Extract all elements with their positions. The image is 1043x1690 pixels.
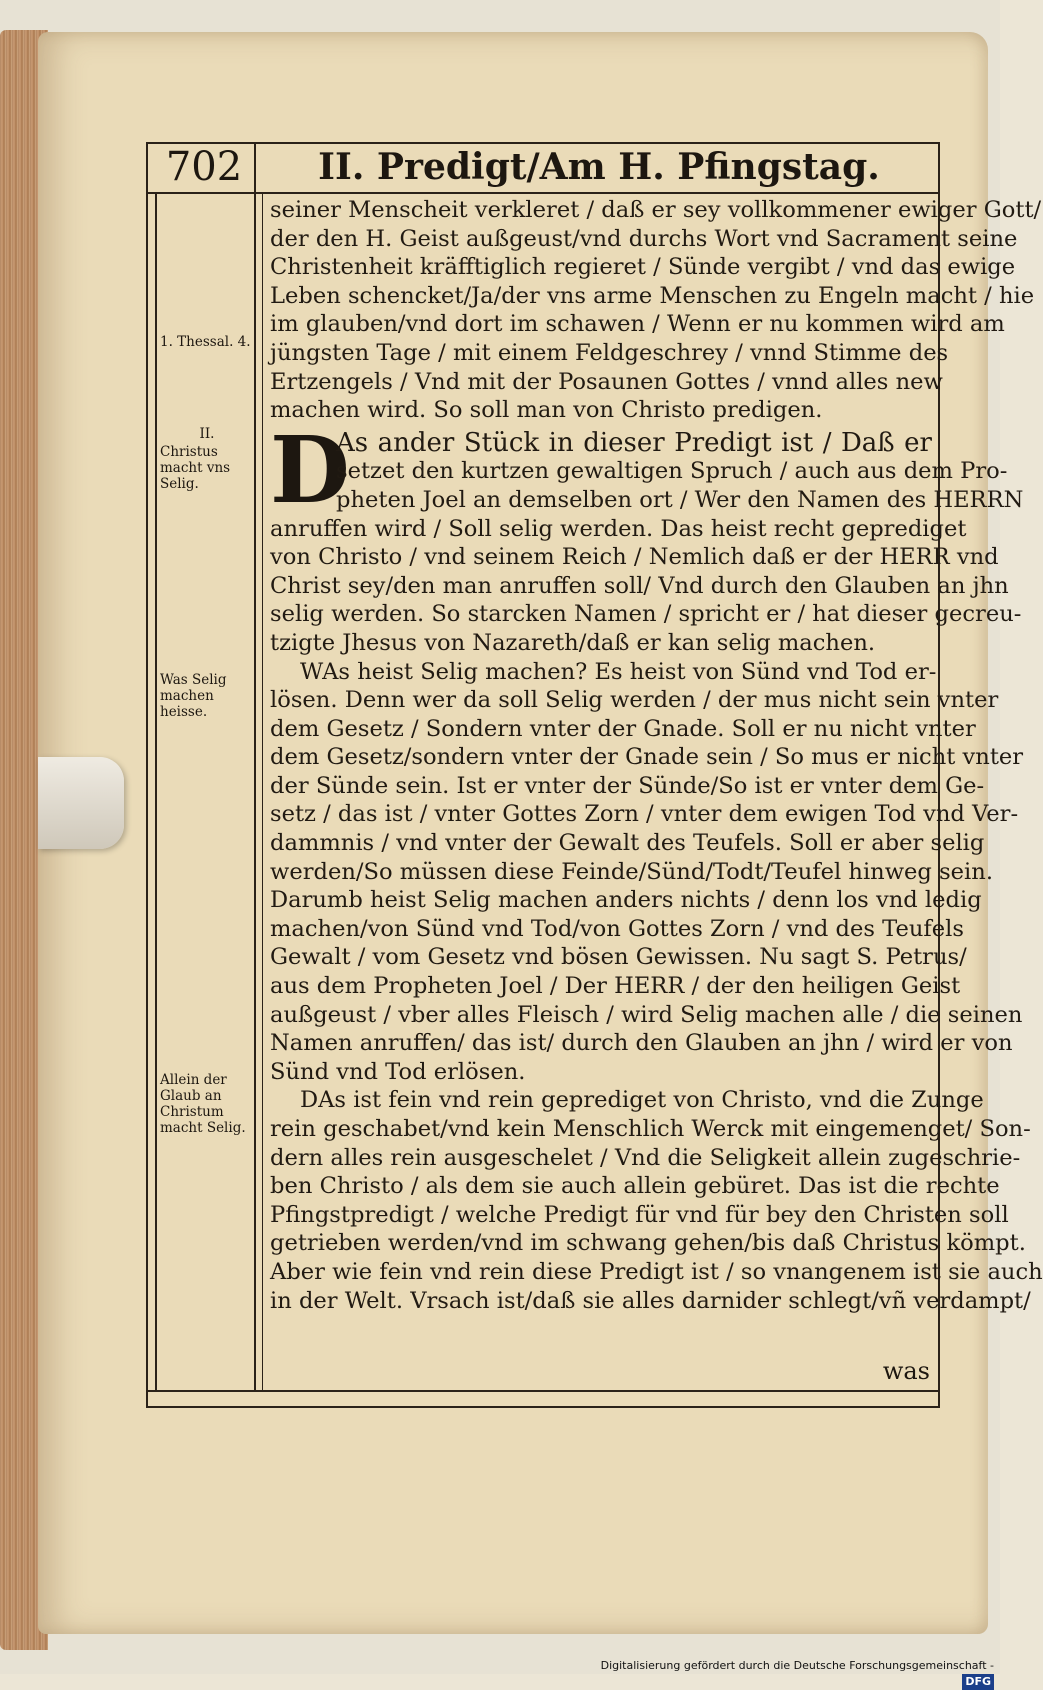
- margin-note-numeral: II.: [199, 426, 215, 442]
- footer-text: Digitalisierung gefördert durch die Deutsche Forschungsgemeinschaft -: [600, 1659, 994, 1672]
- paragraph-2: [270, 415, 1024, 658]
- text-line: der Sünde sein. Ist er vnter der Sünde/So ist er vnter dem Ge-: [270, 772, 985, 799]
- text-line: von Christo / vnd seinem Reich / Nemlich daß er der HERR vnd: [270, 544, 999, 571]
- text-line: werden/So müssen diese Feinde/Sünd/Todt/Teufel hinweg sein.: [270, 858, 993, 885]
- bottom-rule: [146, 1390, 938, 1392]
- text-line: Namen anruffen/ das ist/ durch den Glauben an jhn / wird er von: [270, 1030, 1013, 1057]
- text-line: Christenheit kräfftiglich regieret / Sünde vergibt / vnd das ewige: [270, 254, 1016, 281]
- margin-note-selig-machen: Was Selig machen heisse.: [160, 672, 227, 720]
- catchword: was: [882, 1357, 930, 1385]
- margin-rule-left: [155, 192, 157, 1392]
- paragraph-4-cont: [270, 1115, 1043, 1315]
- text-line: lösen. Denn wer da soll Selig werden / der mus nicht sein vnter: [270, 687, 999, 714]
- text-line: machen/von Sünd vnd Tod/von Gottes Zorn / vnd des Teufels: [270, 915, 964, 942]
- text-line: außgeust / vber alles Fleisch / wird Selig machen alle / die seinen: [270, 1001, 1023, 1028]
- text-line: im glauben/vnd dort im schawen / Wenn er nu kommen wird am: [270, 311, 1005, 338]
- text-line: jüngsten Tage / mit einem Feldgeschrey / vnnd Stimme des: [270, 339, 949, 366]
- text-line: Sünd vnd Tod erlösen.: [270, 1058, 526, 1085]
- text-line: rein geschabet/vnd kein Menschlich Werck mit eingemenget/ Son-: [270, 1116, 1031, 1142]
- text-line: Darumb heist Selig machen anders nichts / denn los vnd ledig: [270, 887, 982, 914]
- margin-note-glaub: Allein der Glaub an Christum macht Selig.: [160, 1072, 246, 1136]
- paragraph-3: [270, 658, 937, 687]
- text-line: dern alles rein ausgeschelet / Vnd die Seligkeit allein zugeschrie-: [270, 1144, 1021, 1171]
- page-clip: [38, 757, 124, 849]
- text-line: dammnis / vnd vnter der Gewalt des Teufels. Soll er aber selig: [270, 830, 985, 857]
- text-line: Aber wie fein vnd rein diese Predigt ist / so vnangenem ist sie auch: [270, 1258, 1043, 1285]
- text-line: der den H. Geist außgeust/vnd durchs Wort vnd Sacrament seine: [270, 225, 1018, 252]
- text-line: seiner Menscheit verkleret / daß er sey vollkommener ewiger Gott/: [270, 197, 1042, 223]
- text-line: setzet den kurtzen gewaltigen Spruch / auch aus dem Pro-: [336, 458, 1008, 485]
- text-line: dem Gesetz / Sondern vnter der Gnade. Soll er nu nicht vnter: [270, 715, 976, 742]
- page-number: 702: [165, 144, 243, 190]
- text-line: tzigte Jhesus von Nazareth/daß er kan selig machen.: [270, 629, 876, 656]
- header-rule: [146, 192, 938, 194]
- dfg-logo: DFG: [962, 1674, 994, 1690]
- drop-capital: D: [270, 415, 350, 524]
- text-line: anruffen wird / Soll selig werden. Das heist recht geprediget: [270, 515, 967, 542]
- margin-rule-right: [254, 142, 256, 1392]
- text-line: dem Gesetz/sondern vnter der Gnade sein / So mus er nicht vnter: [270, 744, 1024, 771]
- text-line: getrieben werden/vnd im schwang gehen/bis daß Christus kömpt.: [270, 1230, 1026, 1257]
- text-line: As ander Stück in dieser Predigt ist / Daß er: [336, 427, 932, 458]
- text-line: WAs heist Selig machen? Es heist von Sünd vnd Tod er-: [300, 658, 937, 685]
- text-line: selig werden. So starcken Namen / spricht er / hat dieser gecreu-: [270, 601, 1022, 628]
- text-rule-left: [262, 192, 263, 1392]
- margin-note-christus: Christus macht vns Selig.: [160, 444, 231, 492]
- running-head: II. Predigt/Am H. Pfingstag.: [318, 146, 880, 188]
- text-line: ben Christo / als dem sie auch allein gebüret. Das ist die rechte: [270, 1173, 1000, 1200]
- text-line: setz / das ist / vnter Gottes Zorn / vnter dem ewigen Tod vnd Ver-: [270, 801, 1019, 828]
- text-line: machen wird. So soll man von Christo predigen.: [270, 397, 823, 424]
- margin-note-thessal: 1. Thessal. 4.: [160, 334, 251, 350]
- paragraph-4: [270, 1086, 984, 1115]
- text-line: DAs ist fein vnd rein geprediget von Christo, vnd die Zunge: [300, 1087, 984, 1114]
- text-line: aus dem Propheten Joel / Der HERR / der den heiligen Geist: [270, 973, 961, 1000]
- text-line: Ertzengels / Vnd mit der Posaunen Gottes / vnnd alles new: [270, 368, 943, 395]
- text-line: Gewalt / vom Gesetz vnd bösen Gewissen. Nu sagt S. Petrus/: [270, 944, 967, 971]
- digitization-footer: [600, 1658, 994, 1688]
- text-line: Christ sey/den man anruffen soll/ Vnd durch den Glauben an jhn: [270, 572, 1009, 599]
- body-text: [270, 196, 1043, 1315]
- text-line: Leben schencket/Ja/der vns arme Menschen zu Engeln macht / hie: [270, 282, 1035, 309]
- paragraph-1: [270, 196, 1042, 425]
- text-line: Pfingstpredigt / welche Predigt für vnd für bey den Christen soll: [270, 1201, 1009, 1228]
- paragraph-3-cont: [270, 686, 1024, 1086]
- text-line: pheten Joel an demselben ort / Wer den Namen des HERRN: [336, 486, 1024, 513]
- text-line: in der Welt. Vrsach ist/daß sie alles darnider schlegt/vñ verdampt/: [270, 1287, 1031, 1314]
